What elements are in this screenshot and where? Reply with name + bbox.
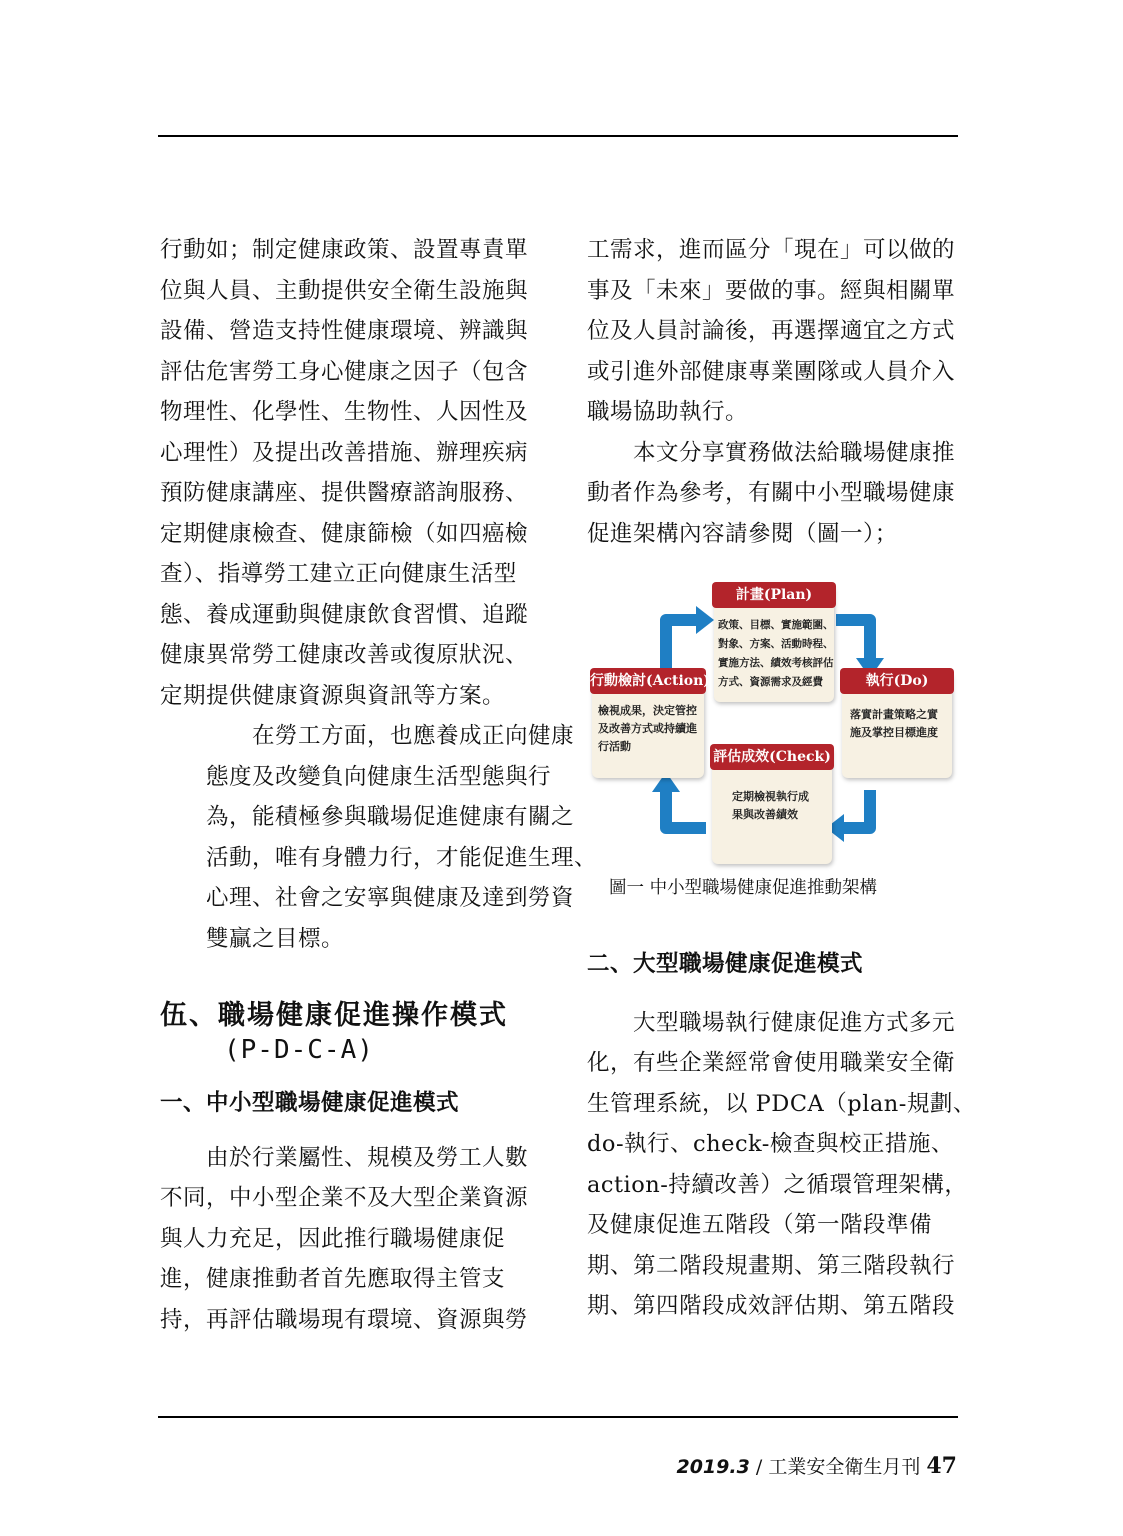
action-tag: 行動檢討(Action): [590, 668, 706, 694]
text-line: 行活動: [598, 740, 631, 753]
text-line: 物理性、化學性、生物性、人因性及: [160, 399, 529, 425]
text-line: 期、第二階段規畫期、第三階段執行: [587, 1252, 956, 1279]
left-paragraph-3: [160, 1138, 540, 1341]
text-line: 與人力充足，因此推行職場健康促: [160, 1225, 506, 1252]
text-line: 果與改善績效: [732, 808, 798, 821]
text-line: action-持續改善）之循環管理架構，: [587, 1171, 968, 1198]
do-text: [850, 706, 950, 742]
text-line: 心理性）及提出改善措施、辦理疾病: [160, 439, 529, 466]
text-line: 及健康促進五階段（第一階段準備: [587, 1212, 933, 1238]
text-line: 工需求，進而區分「現在」可以做的: [587, 237, 956, 263]
section-title: [160, 999, 540, 1067]
text-line: 落實計畫策略之實: [850, 708, 938, 721]
text-line: 期、第四階段成效評估期、第五階段: [587, 1293, 956, 1319]
page-footer: [676, 1452, 957, 1479]
plan-tag: 計畫(Plan): [712, 582, 836, 608]
text-line: 心理、社會之安寧與健康及達到勞資: [206, 885, 575, 911]
text-line: 定期提供健康資源與資訊等方案。: [160, 682, 506, 709]
text-line: 由於行業屬性、規模及勞工人數: [206, 1144, 529, 1171]
arrow-plan-to-do: [836, 620, 870, 658]
left-paragraph-2: [160, 716, 598, 959]
do-box: [842, 672, 952, 778]
text-line: 雙贏之目標。: [206, 925, 345, 952]
right-column: [587, 230, 959, 554]
text-line: 設備、營造支持性健康環境、辨識與: [160, 318, 529, 344]
text-line: do-執行、check-檢查與校正措施、: [587, 1131, 954, 1157]
text-line: 健康異常勞工健康改善或復原狀況、: [160, 642, 529, 668]
text-line: 動者作為參考，有關中小型職場健康: [587, 480, 956, 506]
text-line: 本文分享實務做法給職場健康推: [633, 439, 956, 466]
check-text: [732, 788, 828, 824]
section-title-sub: (P-D-C-A): [224, 1035, 374, 1065]
plan-box: [714, 584, 834, 702]
journal-name: 工業安全衛生月刊: [768, 1456, 921, 1478]
left-paragraph-1: [160, 230, 540, 716]
text-line: 評估危害勞工身心健康之因子（包含: [160, 358, 529, 385]
footer-rule: [158, 1416, 958, 1418]
right-paragraph-3: [587, 1003, 976, 1327]
arrow-action-to-plan: [666, 620, 696, 674]
arrowhead-plan: [696, 606, 714, 634]
text-line: 職場協助執行。: [587, 399, 749, 425]
text-line: 預防健康講座、提供醫療諮詢服務、: [160, 480, 529, 506]
page-number: 47: [926, 1453, 957, 1479]
subsection-title-1: 一、中小型職場健康促進模式: [160, 1090, 460, 1116]
text-line: 在勞工方面，也應養成正向健康: [252, 723, 575, 749]
right-column-lower: [587, 944, 976, 1327]
do-tag: 執行(Do): [840, 668, 954, 694]
arrow-check-to-action: [666, 790, 706, 828]
action-text: [598, 702, 702, 756]
subsection-title-2: 二、大型職場健康促進模式: [587, 951, 864, 977]
text-line: 為，能積極參與職場促進健康有關之: [206, 804, 575, 830]
figure-caption: 圖一 中小型職場健康促進推動架構: [609, 878, 878, 898]
text-line: 位與人員、主動提供安全衛生設施與: [160, 277, 529, 304]
text-line: 方式、資源需求及經費: [718, 676, 823, 688]
pdca-diagram: [588, 580, 958, 868]
text-line: 或引進外部健康專業團隊或人員介入: [587, 358, 956, 385]
right-paragraph-1: [587, 230, 959, 433]
text-line: 促進架構內容請參閱（圖一）；: [587, 520, 898, 547]
left-column: [160, 230, 598, 1340]
arrow-do-to-check: [842, 790, 870, 828]
footer-separator: /: [755, 1456, 763, 1478]
check-tag: 評估成效(Check): [710, 744, 834, 770]
text-line: 檢視成果，決定管控: [598, 704, 697, 717]
text-line: 定期健康檢查、健康篩檢（如四癌檢: [160, 520, 529, 547]
text-line: 定期檢視執行成: [732, 790, 809, 803]
text-line: 行動如；制定健康政策、設置專責單: [160, 237, 529, 263]
action-box: [590, 670, 710, 778]
text-line: 施及掌控目標進度: [850, 726, 938, 739]
text-line: 及改善方式或持續進: [598, 722, 697, 735]
text-line: 態度及改變負向健康生活型態與行: [206, 763, 552, 790]
text-line: 進，健康推動者首先應取得主管支: [160, 1266, 506, 1292]
text-line: 大型職場執行健康促進方式多元: [633, 1009, 956, 1036]
text-line: 持，再評估職場現有環境、資源與勞: [160, 1306, 529, 1333]
text-line: 事及「未來」要做的事。經與相關單: [587, 277, 956, 304]
text-line: 對象、方案、活動時程、: [718, 638, 834, 650]
text-line: 實施方法、績效考核評估: [718, 657, 834, 669]
header-rule: [158, 135, 958, 137]
text-line: 位及人員討論後，再選擇適宜之方式: [587, 318, 956, 344]
text-line: 查）、指導勞工建立正向健康生活型: [160, 561, 517, 587]
check-box: [712, 746, 832, 864]
text-line: 生管理系統，以 PDCA（plan-規劃、: [587, 1090, 976, 1117]
text-line: 活動，唯有身體力行，才能促進生理、: [206, 844, 598, 871]
text-line: 態、養成運動與健康飲食習慣、追蹤: [160, 601, 529, 628]
text-line: 化，有些企業經常會使用職業安全衛: [587, 1050, 956, 1076]
plan-text: [718, 616, 834, 692]
section-title-text: 伍、職場健康促進操作模式: [160, 1000, 508, 1031]
text-line: 不同，中小型企業不及大型企業資源: [160, 1185, 529, 1211]
text-line: 政策、目標、實施範圍、: [718, 619, 834, 631]
issue-date: 2019.3: [676, 1456, 750, 1478]
right-paragraph-2: [587, 433, 959, 555]
